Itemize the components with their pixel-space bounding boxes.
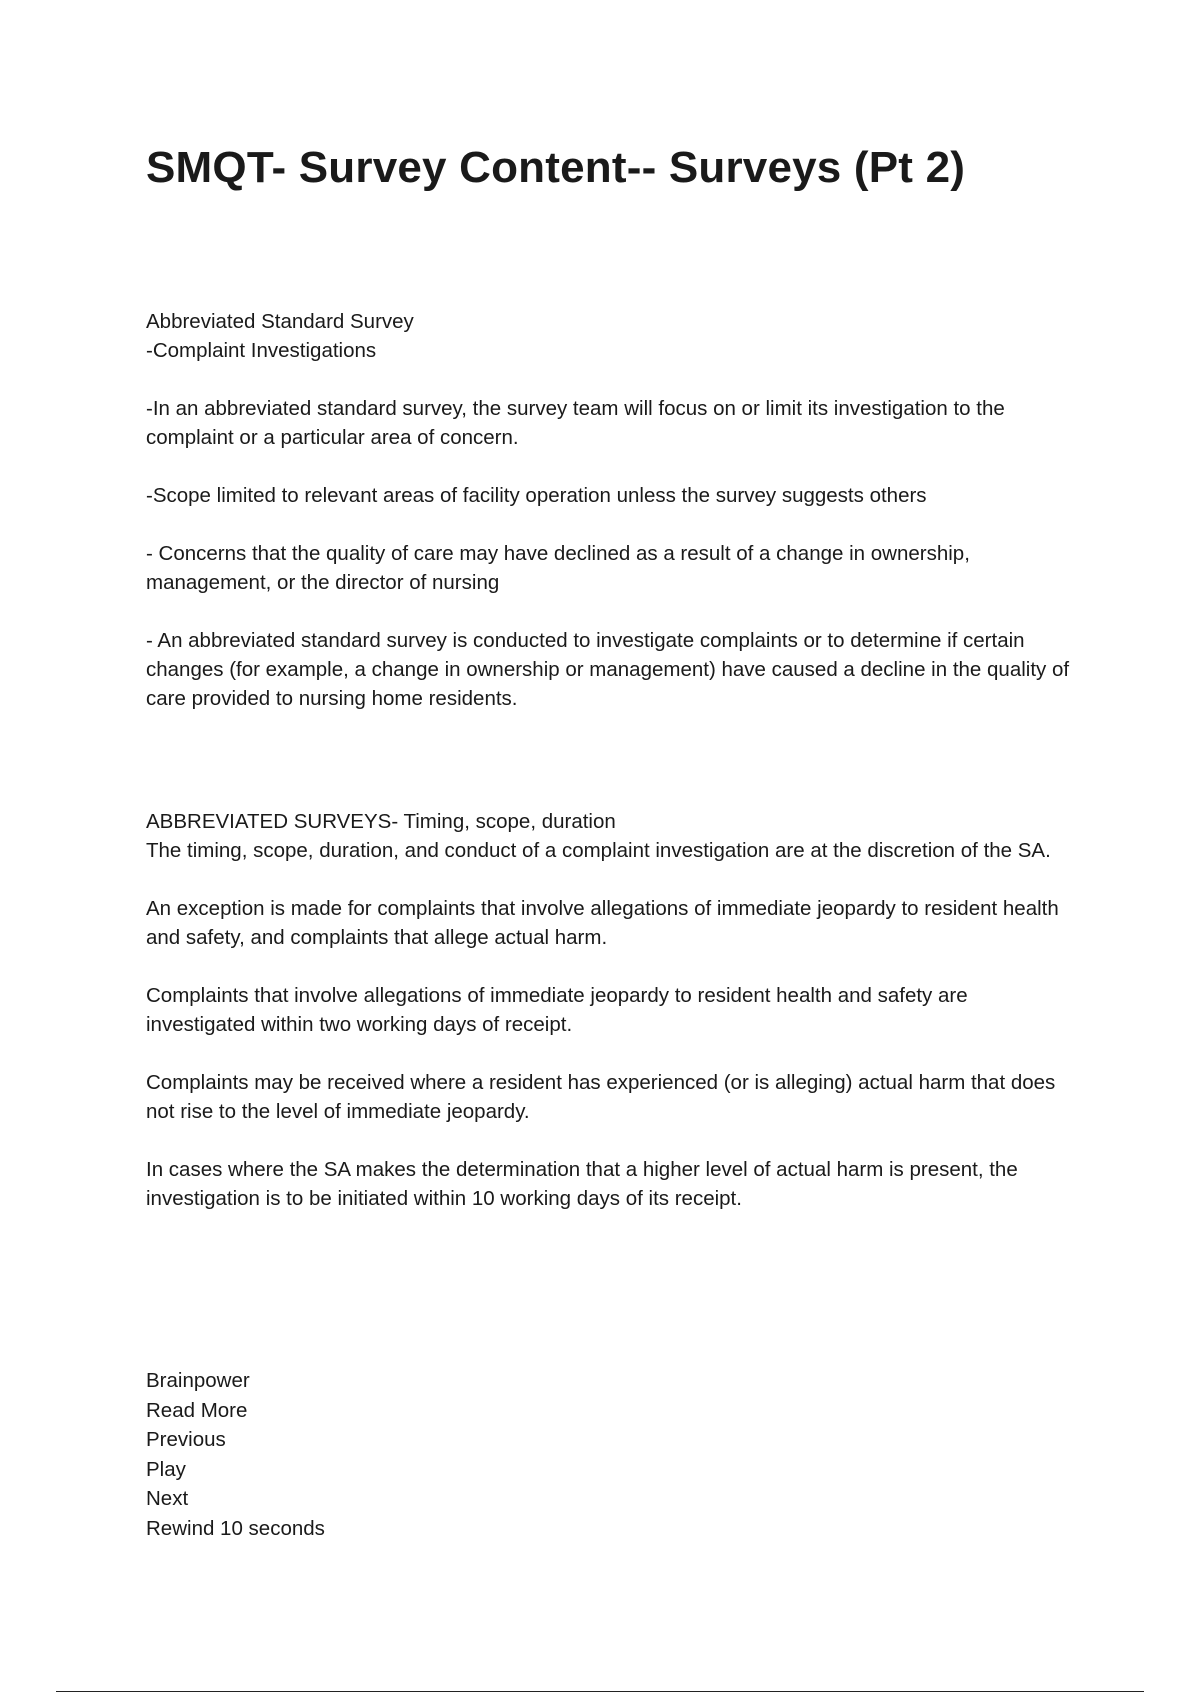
- footer-divider: [56, 1691, 1144, 1692]
- paragraph: An exception is made for complaints that involve allegations of immediate jeopardy to resident health and safety, and complaints that allege actual harm.: [146, 897, 1059, 949]
- media-links: [146, 1366, 325, 1543]
- paragraph: In cases where the SA makes the determination that a higher level of actual harm is present, the investigation is to be initiated within 10 working days of its receipt.: [146, 1158, 1018, 1210]
- paragraph: -Scope limited to relevant areas of facility operation unless the survey suggests others: [146, 484, 927, 507]
- paragraph: Complaints that involve allegations of immediate jeopardy to resident health and safety are investigated within two working days of receipt.: [146, 984, 968, 1036]
- paragraph: -In an abbreviated standard survey, the survey team will focus on or limit its investigation to the complaint or a particular area of concern.: [146, 397, 1005, 449]
- page-title: SMQT- Survey Content-- Surveys (Pt 2): [146, 143, 966, 192]
- section-subheading: -Complaint Investigations: [146, 339, 377, 362]
- paragraph: - An abbreviated standard survey is conducted to investigate complaints or to determine if certain changes (for example, a change in ownership or management) have caused a decline in the quality of care provided to nursing home residents.: [146, 629, 1070, 710]
- paragraph: Complaints may be received where a resident has experienced (or is alleging) actual harm that does not rise to the level of immediate jeopardy.: [146, 1071, 1056, 1123]
- read-more-link[interactable]: Read More: [146, 1398, 248, 1422]
- play-button[interactable]: Play: [146, 1457, 186, 1481]
- section-heading: Abbreviated Standard Survey: [146, 310, 414, 333]
- section-abbreviated-standard-survey: [146, 307, 1076, 742]
- brainpower-link[interactable]: Brainpower: [146, 1369, 250, 1392]
- paragraph: The timing, scope, duration, and conduct of a complaint investigation are at the discretion of the SA.: [146, 839, 1051, 862]
- section-heading: ABBREVIATED SURVEYS- Timing, scope, duration: [146, 810, 616, 833]
- section-abbreviated-surveys-timing: [146, 807, 1076, 1242]
- previous-button[interactable]: Previous: [146, 1428, 226, 1451]
- rewind-button[interactable]: Rewind 10 seconds: [146, 1516, 325, 1540]
- next-button[interactable]: Next: [146, 1487, 189, 1510]
- paragraph: - Concerns that the quality of care may have declined as a result of a change in ownership, management, or the director of nursing: [146, 542, 970, 594]
